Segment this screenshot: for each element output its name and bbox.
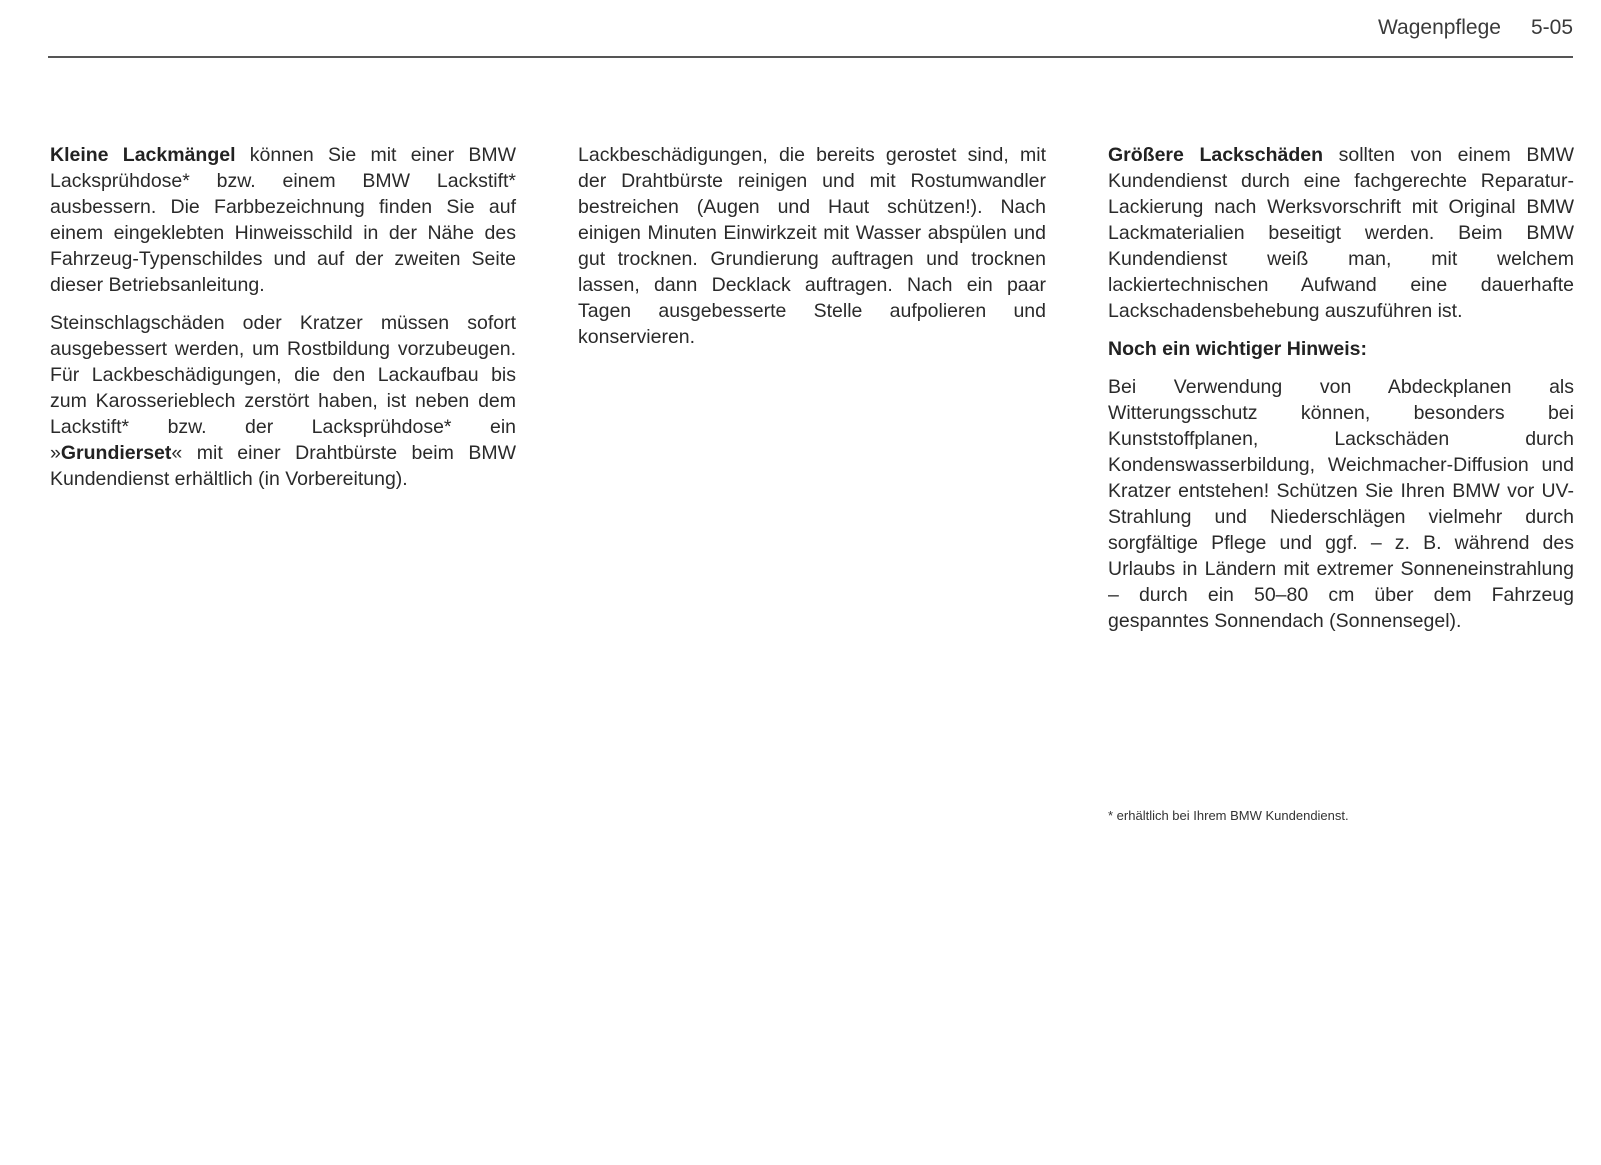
paragraph-text: sollten von einem BMW Kundendienst durch eine fachgerechte Reparatur-Lackierung nach Werksvorschrift mit Original BMW Lackmaterialien beseitigt werden. Beim BMW Kundendienst weiß man, mit welchem lackiertechnischen Aufwand eine dauerhafte Lackschadensbehebung auszuführen ist. (1108, 144, 1575, 322)
column-left (50, 142, 516, 504)
paragraph-large-paint-damage (1108, 142, 1574, 324)
term-small-paint-defects: Kleine Lackmängel (50, 144, 236, 166)
subheading-important-note: Noch ein wichtiger Hinweis: (1108, 338, 1367, 360)
paragraph-text: können Sie mit einer BMW Lacksprühdose* bzw. einem BMW Lackstift* ausbessern. Die Farbbezeichnung finden Sie auf einem eingeklebten Hinweisschild in der Nähe des Fahrzeug-Typenschildes und auf der zweiten Seite dieser Betriebsanleitung. (50, 144, 516, 296)
column-right (1108, 142, 1574, 646)
footnote: * erhältlich bei Ihrem BMW Kundendienst. (1108, 808, 1349, 823)
column-middle (578, 142, 1046, 362)
paragraph-text: « mit einer Drahtbürste beim BMW Kundendienst erhältlich (in Vorbereitung). (50, 442, 516, 490)
term-primer-set: Grundierset (60, 442, 172, 464)
paragraph-rust-treatment: Lackbeschädigungen, die bereits gerostet sind, mit der Drahtbürste reinigen und mit Rostumwandler bestreichen (Augen und Haut schützen!). Nach einigen Minuten Einwirkzeit mit Wasser abspülen und gut trocknen. Grundierung auftragen und trocknen lassen, dann Decklack auftragen. Nach ein paar Tagen ausgebesserte Stelle aufpolieren und konservieren. (578, 144, 1046, 348)
paragraph-cover-warning: Bei Verwendung von Abdeckplanen als Witterungsschutz können, besonders bei Kunststoffplanen, Lackschäden durch Kondenswasserbildung, Weichmacher-Diffusion und Kratzer entstehen! Schützen Sie Ihren BMW vor UV-Strahlung und Niederschlägen vielmehr durch sorgfältige Pflege und ggf. – z. B. während des Urlaubs in Ländern mit extremer Sonneneinstrahlung – durch ein 50–80 cm über dem Fahrzeug gespanntes Sonnendach (Sonnensegel). (1108, 376, 1574, 632)
page-header (1378, 16, 1573, 40)
section-title: Wagenpflege (1377, 16, 1501, 39)
paragraph-stone-chips (50, 310, 516, 492)
term-large-paint-damage: Größere Lackschäden (1108, 144, 1324, 166)
paragraph-text: Steinschlagschäden oder Kratzer müssen sofort ausgebessert werden, um Rostbildung vorzubeugen. Für Lackbeschädigungen, die den Lackaufbau bis zum Karosserieblech zerstört haben, ist neben dem Lackstift* bzw. der Lacksprühdose* ein » (50, 312, 516, 464)
paragraph-small-paint-defects (50, 142, 516, 298)
page-number: 5-05 (1530, 16, 1573, 39)
header-divider (48, 56, 1573, 58)
